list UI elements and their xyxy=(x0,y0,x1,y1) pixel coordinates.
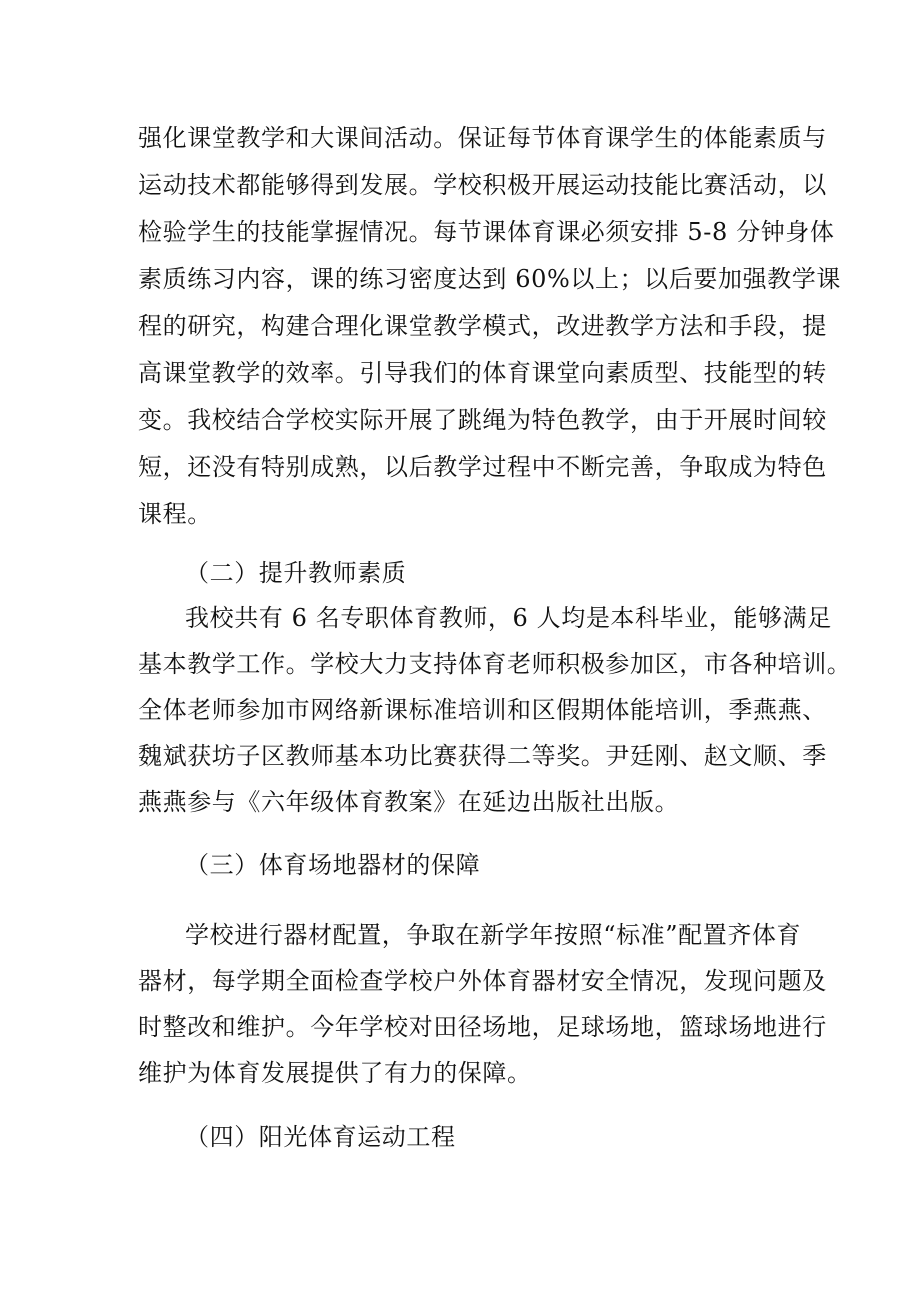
paragraph-1-line-4: 素质练习内容，课的练习密度达到 60%以上；以后要加强教学课 xyxy=(138,265,841,293)
paragraph-1-line-6: 高课堂教学的效率。引导我们的体育课堂向素质型、技能型的转 xyxy=(138,359,827,387)
section-heading-4: （四）阳光体育运动工程 xyxy=(185,1123,456,1151)
section-heading-3: （三）体育场地器材的保障 xyxy=(185,851,481,879)
paragraph-3-line-2: 器材，每学期全面检查学校户外体育器材安全情况，发现问题及 xyxy=(138,967,827,995)
paragraph-2-line-2: 基本教学工作。学校大力支持体育老师积极参加区，市各种培训。 xyxy=(138,650,852,678)
paragraph-2-line-1: 我校共有 6 名专职体育教师，6 人均是本科毕业，能够满足 xyxy=(185,604,832,632)
paragraph-1-line-2: 运动技术都能够得到发展。学校积极开展运动技能比赛活动，以 xyxy=(138,171,827,199)
paragraph-2-line-5: 燕燕参与《六年级体育教案》在延边出版社出版。 xyxy=(138,788,680,816)
paragraph-1-line-9: 课程。 xyxy=(138,500,212,528)
paragraph-3-line-1: 学校进行器材配置，争取在新学年按照“标准”配置齐体育 xyxy=(185,921,802,949)
paragraph-1-line-8: 短，还没有特别成熟，以后教学过程中不断完善，争取成为特色 xyxy=(138,453,827,481)
paragraph-1-line-3: 检验学生的技能掌握情况。每节课体育课必须安排 5-8 分钟身体 xyxy=(138,218,835,246)
paragraph-1-line-7: 变。我校结合学校实际开展了跳绳为特色教学，由于开展时间较 xyxy=(138,406,827,434)
paragraph-3-line-4: 维护为体育发展提供了有力的保障。 xyxy=(138,1059,532,1087)
paragraph-1-line-1: 强化课堂教学和大课间活动。保证每节体育课学生的体能素质与 xyxy=(138,124,827,152)
section-heading-2: （二）提升教师素质 xyxy=(185,559,407,587)
paragraph-2-line-4: 魏斌获坊子区教师基本功比赛获得二等奖。尹廷刚、赵文顺、季 xyxy=(138,742,827,770)
paragraph-3-line-3: 时整改和维护。今年学校对田径场地，足球场地，篮球场地进行 xyxy=(138,1013,827,1041)
paragraph-1-line-5: 程的研究，构建合理化课堂教学模式，改进教学方法和手段，提 xyxy=(138,312,827,340)
paragraph-2-line-3: 全体老师参加市网络新课标准培训和区假期体能培训，季燕燕、 xyxy=(138,696,827,724)
